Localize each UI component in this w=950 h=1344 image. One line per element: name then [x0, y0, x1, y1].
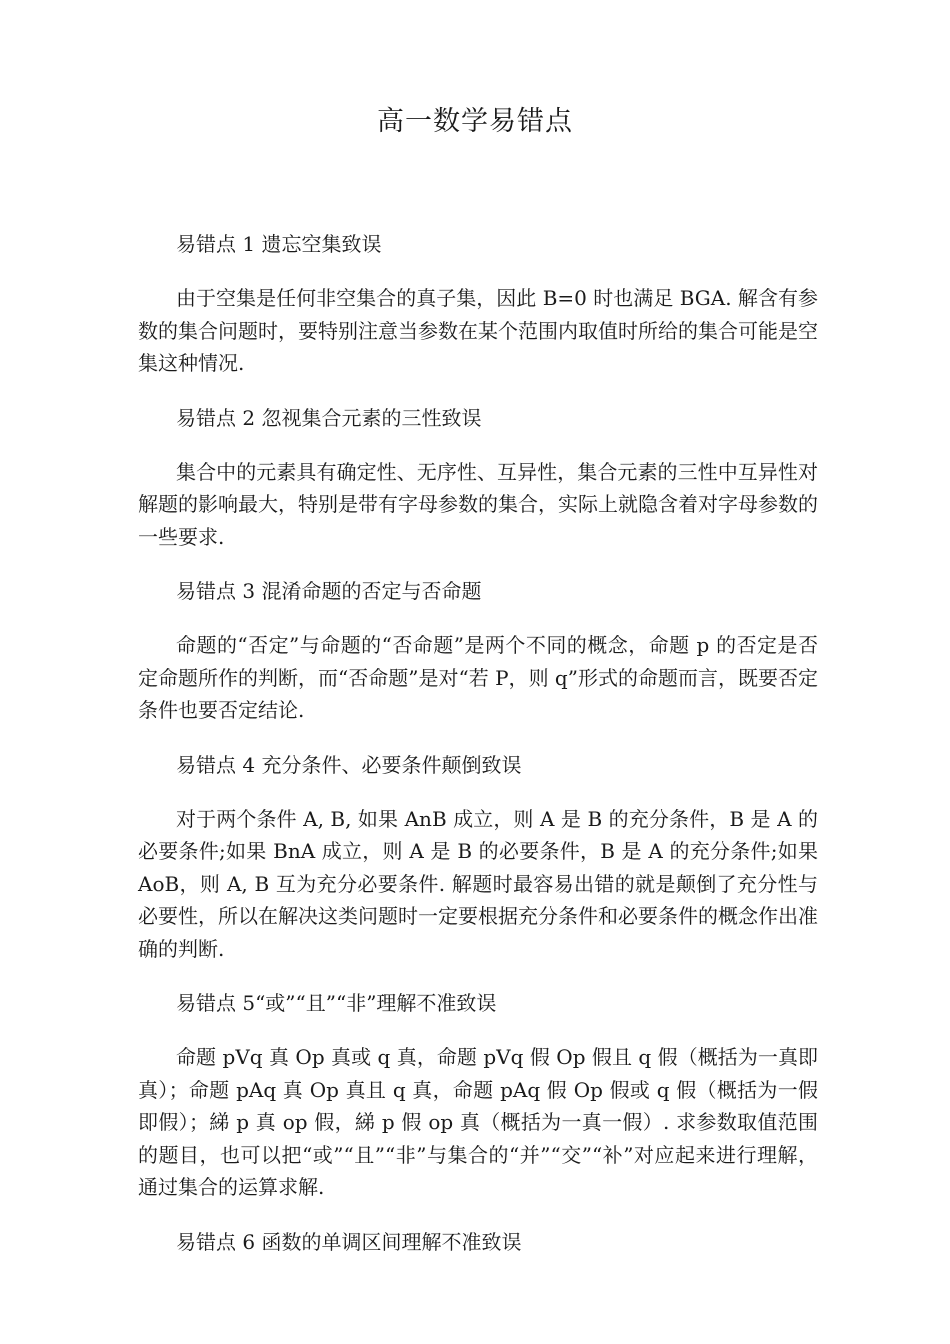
section-body-1: 由于空集是任何非空集合的真子集，因此 B=0 时也满足 BGA. 解含有参数的集合问题时，要特别注意当参数在某个范围内取值时所给的集合可能是空集这种情况.: [138, 286, 818, 375]
section-heading-3: 易错点 3 混淆命题的否定与否命题: [176, 579, 482, 603]
section-heading-5: 易错点 5“或”“且”“非”理解不准致误: [176, 991, 497, 1015]
section-body-2: 集合中的元素具有确定性、无序性、互异性，集合元素的三性中互异性对解题的影响最大，特别是带有字母参数的集合，实际上就隐含着对字母参数的一些要求.: [138, 459, 818, 549]
section-body-4: 对于两个条件 A, B, 如果 AnB 成立，则 A 是 B 的充分条件，B 是 A 的必要条件;如果 BnA 成立，则 A 是 B 的必要条件，B 是 A 的充分条件;如果 AoB，则 A, B 互为充分必要条件. 解题时最容易出错的就是颠倒了充分性与必要性，所以在解决这类问题时一定要根据充分条件和必要条件的概念作出准确的判断.: [138, 806, 818, 961]
section-heading-4: 易错点 4 充分条件、必要条件颠倒致误: [176, 752, 522, 777]
document-body: [138, 228, 818, 1258]
section-body-3: 命题的“否定”与命题的“否命题”是两个不同的概念，命题 p 的否定是否定命题所作的判断，而“否命题”是对“若 P，则 q”形式的命题而言，既要否定条件也要否定结论.: [138, 633, 818, 722]
section-heading-1: 易错点 1 遗忘空集致误: [176, 232, 382, 256]
document-title: 高一数学易错点: [377, 106, 573, 137]
section-body-5: 命题 pVq 真 Op 真或 q 真，命题 pVq 假 Op 假且 q 假（概括为一真即真）；命题 pAq 真 Op 真且 q 真，命题 pAq 假 Op 假或 q 假（概括为一假即假）；綈 p 真 op 假，綈 p 假 op 真（概括为一真一假）. 求参数取值范围的题目，也可以把“或”“且”“非”与集合的“并”“交”“补”对应起来进行理解，通过集合的运算求解.: [138, 1045, 818, 1199]
section-heading-6: 易错点 6 函数的单调区间理解不准致误: [176, 1229, 522, 1254]
section-heading-2: 易错点 2 忽视集合元素的三性致误: [176, 405, 482, 430]
